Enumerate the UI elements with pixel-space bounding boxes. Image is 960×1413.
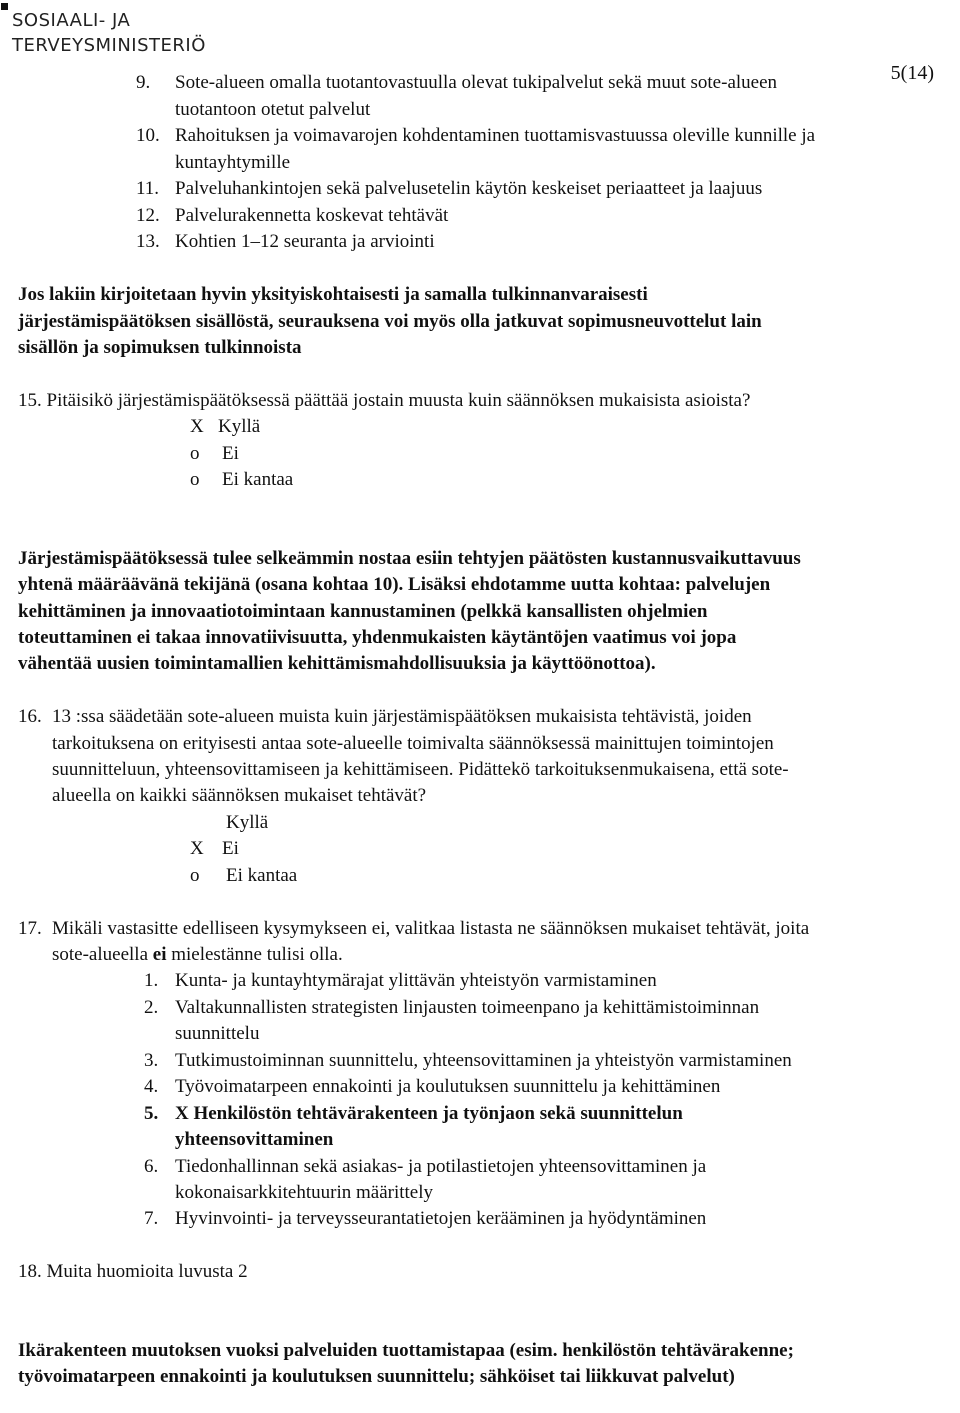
q17-item-6-line-2: kokonaisarkkitehtuurin määrittely <box>175 1182 434 1203</box>
q17-item-2-line-1[interactable]: Valtakunnallisten strategisten linjausten toimeenpano ja kehittämistoiminnan <box>175 997 760 1018</box>
question-16-line-1: 13 :ssa säädetään sote-alueen muista kuin järjestämispäätöksen mukaisista tehtävistä, joiden <box>52 706 752 727</box>
list-item-13-number: 13. <box>136 231 160 252</box>
question-16-line-2: tarkoituksena on erityisesti antaa sote-alueelle toimivalta säännöksessä mainittujen toimintojen <box>52 733 774 754</box>
q15-option-3-mark[interactable]: o <box>190 469 200 490</box>
q17-item-1-number: 1. <box>144 970 159 991</box>
q15-option-2-label: Ei <box>222 443 239 464</box>
question-17-line-2-pre: sote-alueella <box>52 944 153 965</box>
logo-line-1: SOSIAALI- JA <box>12 10 131 31</box>
list-item-12-number: 12. <box>136 205 160 226</box>
q17-item-2-line-2: suunnittelu <box>175 1023 260 1044</box>
list-item-11-line-1: Palveluhankintojen sekä palvelusetelin käytön keskeiset periaatteet ja laajuus <box>175 178 763 199</box>
list-item-10-line-1: Rahoituksen ja voimavarojen kohdentaminen tuottamisvastuussa oleville kunnille ja <box>175 125 816 146</box>
question-17-line-1: Mikäli vastasitte edelliseen kysymykseen ei, valitkaa listasta ne säännöksen mukaiset tehtävät, joita <box>52 918 810 939</box>
q17-item-5-number: 5. <box>144 1103 159 1124</box>
q17-item-4-number: 4. <box>144 1076 159 1097</box>
logo-line-2: TERVEYSMINISTERIÖ <box>12 35 206 56</box>
q16-option-1-label: Kyllä <box>226 812 269 833</box>
question-17-line-2-post: mielestänne tulisi olla. <box>166 944 343 965</box>
comment-3-line-2: työvoimatarpeen ennakointi ja koulutuksen suunnittelu; sähköiset tai liikkuvat palvelut) <box>18 1366 735 1387</box>
comment-1-line-3: sisällön ja sopimuksen tulkinnoista <box>18 337 302 358</box>
list-item-12-line-1: Palvelurakennetta koskevat tehtävät <box>175 205 449 226</box>
page-number: 5(14) <box>890 62 934 84</box>
list-item-9-line-1: Sote-alueen omalla tuotantovastuulla olevat tukipalvelut sekä muut sote-alueen <box>175 72 778 93</box>
q17-item-7-line-1[interactable]: Hyvinvointi- ja terveysseurantatietojen kerääminen ja hyödyntäminen <box>175 1208 707 1229</box>
q15-option-2-mark[interactable]: o <box>190 443 200 464</box>
list-item-11-number: 11. <box>136 178 160 199</box>
list-item-13-line-1: Kohtien 1–12 seuranta ja arviointi <box>175 231 435 252</box>
q15-option-3-label: Ei kantaa <box>222 469 294 490</box>
question-16-line-4: alueella on kaikki säännöksen mukaiset tehtävät? <box>52 785 427 806</box>
comment-2-line-3: kehittäminen ja innovaatiotoimintaan kannustaminen (pelkkä kansallisten ohjelmien <box>18 601 708 622</box>
q16-option-3-mark[interactable]: o <box>190 865 200 886</box>
q16-option-2-mark[interactable]: X <box>190 838 204 859</box>
comment-2-line-1: Järjestämispäätöksessä tulee selkeämmin nostaa esiin tehtyjen päätösten kustannusvaikuttavuus <box>18 548 801 569</box>
list-item-9-line-2: tuotantoon otetut palvelut <box>175 99 371 120</box>
q17-item-4-line-1[interactable]: Työvoimatarpeen ennakointi ja koulutuksen suunnittelu ja kehittäminen <box>175 1076 721 1097</box>
comment-3-line-1: Ikärakenteen muutoksen vuoksi palveluiden tuottamistapaa (esim. henkilöstön tehtävärakenne; <box>18 1340 794 1361</box>
q17-item-5-line-2: yhteensovittaminen <box>175 1129 334 1150</box>
q17-item-6-number: 6. <box>144 1156 159 1177</box>
list-item-10-number: 10. <box>136 125 160 146</box>
q17-item-1-line-1[interactable]: Kunta- ja kuntayhtymärajat ylittävän yhteistyön varmistaminen <box>175 970 657 991</box>
q17-item-7-number: 7. <box>144 1208 159 1229</box>
q17-item-5-line-1[interactable]: X Henkilöstön tehtävärakenteen ja työnjaon sekä suunnittelun <box>175 1103 683 1124</box>
question-18-text: 18. Muita huomioita luvusta 2 <box>18 1261 248 1282</box>
question-17-number: 17. <box>18 918 42 939</box>
list-item-9-number: 9. <box>136 72 151 93</box>
comment-1-line-1: Jos lakiin kirjoitetaan hyvin yksityiskohtaisesti ja samalla tulkinnanvaraisesti <box>18 284 648 305</box>
q17-item-6-line-1[interactable]: Tiedonhallinnan sekä asiakas- ja potilastietojen yhteensovittaminen ja <box>175 1156 707 1177</box>
logo-square-icon <box>1 3 8 10</box>
q17-item-3-line-1[interactable]: Tutkimustoiminnan suunnittelu, yhteensovittaminen ja yhteistyön varmistaminen <box>175 1050 792 1071</box>
question-16-line-3: suunnitteluun, yhteensovittamiseen ja kehittämiseen. Pidättekö tarkoituksenmukaisena, että sote- <box>52 759 789 780</box>
comment-2-line-2: yhtenä määräävänä tekijänä (osana kohtaa 10). Lisäksi ehdotamme uutta kohtaa: palvelujen <box>18 574 771 595</box>
list-item-10-line-2: kuntayhtymille <box>175 152 291 173</box>
q16-option-3-label: Ei kantaa <box>226 865 298 886</box>
comment-2-line-4: toteuttaminen ei takaa innovatiivisuutta, yhdenmukaisten käytäntöjen vaatimus voi jopa <box>18 627 737 648</box>
q15-option-1-label: Kyllä <box>218 416 261 437</box>
q16-option-2-label: Ei <box>222 838 239 859</box>
comment-1-line-2: järjestämispäätöksen sisällöstä, seurauksena voi myös olla jatkuvat sopimusneuvottelut lain <box>18 311 762 332</box>
comment-2-line-5: vähentää uusien toimintamallien kehittämismahdollisuuksia ja käyttöönottoa). <box>18 653 656 674</box>
q15-option-1-mark[interactable]: X <box>190 416 204 437</box>
question-17-line-2 <box>52 942 343 968</box>
q17-item-3-number: 3. <box>144 1050 159 1071</box>
question-16-number: 16. <box>18 706 42 727</box>
q17-item-2-number: 2. <box>144 997 159 1018</box>
question-15-text: 15. Pitäisikö järjestämispäätöksessä päättää jostain muusta kuin säännöksen mukaisista asioista? <box>18 390 751 411</box>
question-17-emphasis: ei <box>152 944 167 965</box>
